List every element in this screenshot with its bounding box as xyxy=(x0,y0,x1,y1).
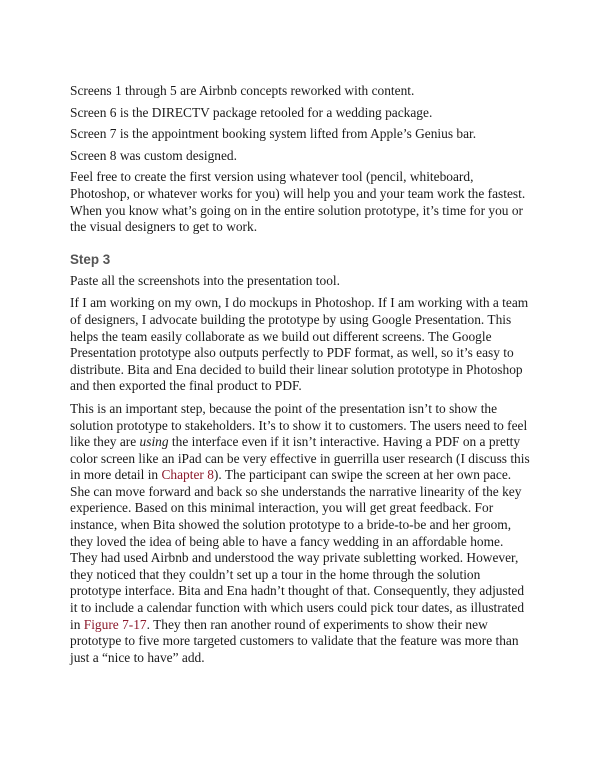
paragraph-mockups: If I am working on my own, I do mockups in Photoshop. If I am working with a team of designers, I advocate building the prototype by using Google Presentation. This helps the team easily collaborate as we build out different screens. The Google Presentation prototype also outputs perfectly to PDF format, as well, so it’s easy to distribute. Bita and Ena decided to build their linear solution prototype in Photoshop and then exported the final product to PDF. xyxy=(70,295,529,394)
figure-7-17-link[interactable]: Figure 7-17 xyxy=(83,616,147,632)
paragraph-important xyxy=(70,401,532,667)
paragraph-paste: Paste all the screenshots into the presentation tool. xyxy=(70,272,340,288)
screen-list-item-4: Screen 8 was custom designed. xyxy=(70,147,237,163)
paragraph-important-text-4: . They then ran another round of experiments to show their new prototype to five more targeted customers to validate that the feature was more than just a “nice to have” add. xyxy=(70,616,519,665)
screen-list-item-1: Screens 1 through 5 are Airbnb concepts reworked with content. xyxy=(70,83,415,98)
paragraph-important-text-3: ). The participant can swipe the screen at her own pace. She can move forward and back so she understands the narrative linearity of the key experience. Based on this minimal interaction, you will get great feedback. For instance, when Bita showed the solution prototype to a bride-to-be and her groom, they loved the idea of being able to have a fancy wedding in an affordable home. They had used Airbnb and understood the way private subletting worked. However, they noticed that they couldn’t set up a tour in the home through the solution prototype interface. Bita and Ena hadn’t thought of that. Consequently, they adjusted it to include a calendar function with which users could pick tour dates, as illustrated in xyxy=(70,467,525,632)
document-page xyxy=(70,83,532,672)
screen-list-item-3: Screen 7 is the appointment booking system lifted from Apple’s Genius bar. xyxy=(70,126,477,142)
step-heading: Step 3 xyxy=(70,251,111,267)
screen-list-item-2: Screen 6 is the DIRECTV package retooled for a wedding package. xyxy=(70,104,433,120)
paragraph-important-text-1: This is an important step, because the point of the presentation isn’t to show the solution prototype to stakeholders. It’s to show it to customers. The users need to feel like they are xyxy=(70,400,528,450)
paragraph-important-text-2: the interface even if it isn’t interactive. Having a PDF on a pretty color screen like an iPad can be very effective in guerrilla user research (I discuss this in more detail in xyxy=(70,434,530,483)
paragraph-tool: Feel free to create the first version using whatever tool (pencil, whiteboard, Photoshop, or whatever works for you) will help you and your team work the fastest. When you know what’s going on in the entire solution prototype, it’s time for you or the visual designers to get to work. xyxy=(70,169,526,235)
chapter-8-link[interactable]: Chapter 8 xyxy=(161,467,214,483)
emphasis-using: using xyxy=(139,434,169,450)
